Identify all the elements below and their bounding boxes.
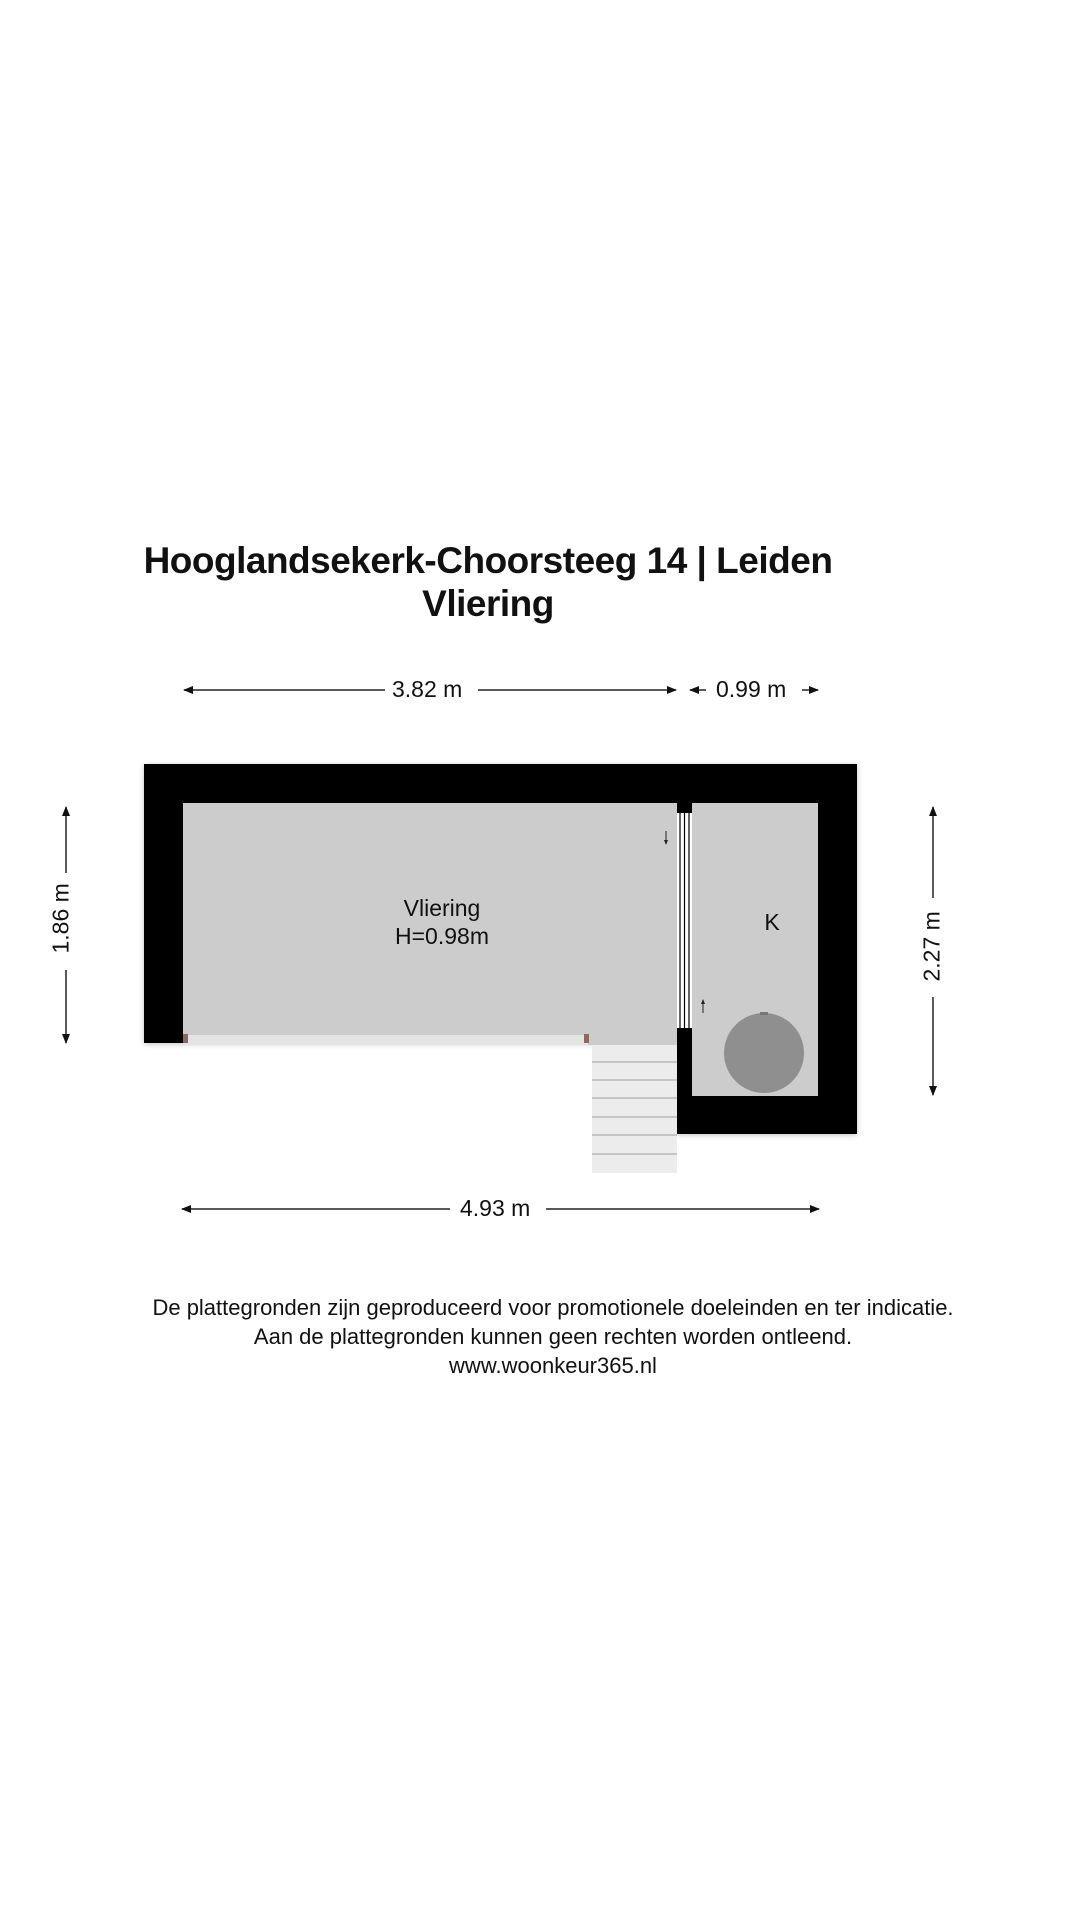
room-name: Vliering xyxy=(403,895,481,921)
sliding-door xyxy=(677,813,692,1028)
dimension-label-right: 2.27 m xyxy=(918,911,945,982)
room-height: H=0.98m xyxy=(395,923,489,949)
page-title: Hooglandsekerk-Choorsteeg 14 | Leiden xyxy=(143,540,833,581)
room-label-vliering xyxy=(372,894,512,950)
floor-name: Vliering xyxy=(422,583,554,624)
stairs xyxy=(592,1045,677,1173)
disclaimer-line-1: De plattegronden zijn geproduceerd voor promotionele doeleinden en ter indicatie. xyxy=(152,1295,954,1320)
railing xyxy=(183,1035,588,1045)
dimension-label-top-right: 0.99 m xyxy=(710,676,792,703)
railing-post-left xyxy=(183,1034,188,1043)
dimension-label-left: 1.86 m xyxy=(47,883,74,954)
railing-post-right xyxy=(584,1034,589,1043)
dimension-label-top-left: 3.82 m xyxy=(386,676,468,703)
dimension-label-bottom: 4.93 m xyxy=(454,1195,536,1222)
disclaimer-line-2: Aan de plattegronden kunnen geen rechten worden ontleend. xyxy=(253,1324,853,1349)
room-label-k: K xyxy=(764,909,780,935)
website-link[interactable]: www.woonkeur365.nl xyxy=(449,1353,657,1378)
